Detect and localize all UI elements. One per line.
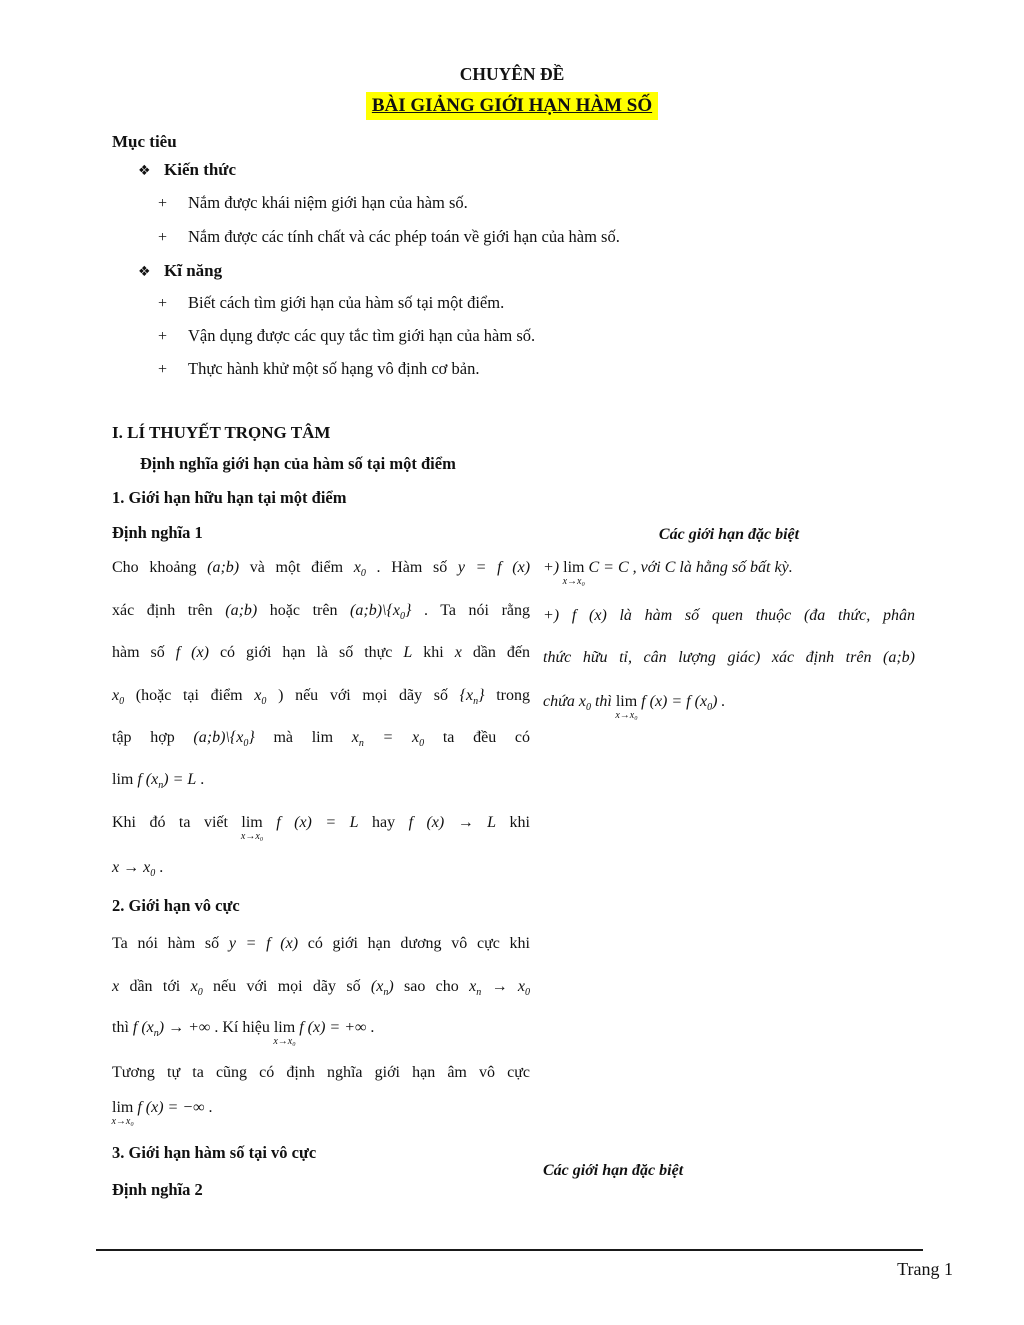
plus-bullet-icon: + bbox=[158, 195, 168, 212]
plus-bullet-icon: + bbox=[158, 328, 168, 345]
footer-rule bbox=[96, 1249, 923, 1251]
objective-item-text: Nắm được khái niệm giới hạn của hàm số. bbox=[188, 193, 468, 212]
plus-bullet-icon: + bbox=[158, 295, 168, 312]
objective-item-text: Nắm được các tính chất và các phép toán về giới hạn của hàm số. bbox=[188, 227, 620, 246]
objective-item bbox=[158, 190, 468, 217]
special-limit-line-3: thức hữu tỉ, cân lượng giác) xác định trên (a;b) bbox=[543, 649, 915, 666]
def1-line-7: Khi đó ta viết lim x→x₀ f (x) = L hay f (x) → L khi bbox=[112, 814, 530, 842]
objective-item-text: Thực hành khử một số hạng vô định cơ bản. bbox=[188, 359, 480, 378]
part1-heading: 1. Giới hạn hữu hạn tại một điểm bbox=[112, 488, 347, 507]
special-limit-line-4: chứa $x_0$ thì lim x→x₀ f (x) = f $(x_0)$ . bbox=[543, 693, 726, 721]
infinite-limit-line-1: Ta nói hàm số y = f (x) có giới hạn dương vô cực khi bbox=[112, 935, 531, 952]
objective-group-label: Kiến thức bbox=[164, 160, 237, 179]
def1-heading: Định nghĩa 1 bbox=[112, 523, 203, 542]
page-number: Trang 1 bbox=[897, 1259, 953, 1279]
diamond-bullet-icon: ❖ bbox=[138, 163, 151, 179]
infinite-limit-line-5: lim x→x₀ f (x) = −∞ . bbox=[111, 1099, 213, 1127]
special-limits-heading-2: Các giới hạn đặc biệt bbox=[543, 1162, 684, 1179]
objective-item bbox=[158, 290, 504, 317]
document-title-row bbox=[0, 92, 1024, 120]
plus-bullet-icon: + bbox=[158, 229, 168, 246]
special-limit-line-1: +) lim x→x₀ C = C , với C là hằng số bất kỳ. bbox=[543, 559, 793, 587]
special-limits-heading: Các giới hạn đặc biệt bbox=[658, 526, 800, 543]
objective-group-label: Kĩ năng bbox=[164, 261, 223, 280]
document-title: BÀI GIẢNG GIỚI HẠN HÀM SỐ bbox=[366, 92, 658, 120]
def2-heading: Định nghĩa 2 bbox=[112, 1180, 203, 1199]
infinite-limit-line-4: Tương tự ta cũng có định nghĩa giới hạn âm vô cực bbox=[112, 1064, 530, 1081]
objectives-heading: Mục tiêu bbox=[112, 132, 177, 151]
plus-bullet-icon: + bbox=[158, 361, 168, 378]
special-limit-line-2: +) f (x) là hàm số quen thuộc (đa thức, phân bbox=[543, 607, 915, 624]
infinite-limit-line-3: thì f $(x_n)$ → +∞ . Kí hiệu lim x→x₀ f (x) = +∞ . bbox=[112, 1019, 375, 1047]
def1-line-8: $x \to x_0$ . bbox=[112, 859, 164, 879]
diamond-bullet-icon: ❖ bbox=[138, 264, 151, 280]
def1-line-2: xác định trên (a;b) hoặc trên $(a;b)\backslash\{x_0\}$ . Ta nói rằng bbox=[112, 602, 531, 622]
def1-line-4: $x_0$ (hoặc tại điểm $x_0$ ) nếu với mọi dãy số $\{x_n\}$ trong bbox=[112, 687, 531, 707]
section-heading-theory: I. LÍ THUYẾT TRỌNG TÂM bbox=[112, 423, 331, 442]
infinite-limit-line-2: x dần tới $x_0$ nếu với mọi dãy số $(x_n)$ sao cho $x_n \to x_0$ bbox=[112, 978, 531, 998]
objective-group-skills bbox=[138, 258, 222, 285]
definition-heading: Định nghĩa giới hạn của hàm số tại một điểm bbox=[140, 454, 456, 473]
def1-line-5: tập hợp $(a;b)\backslash\{x_0\}$ mà $\lim x_n = x_0$ ta đều có bbox=[112, 729, 531, 749]
objective-item bbox=[158, 224, 620, 251]
objective-item-text: Biết cách tìm giới hạn của hàm số tại một điểm. bbox=[188, 293, 505, 312]
def1-line-1: Cho khoảng (a;b) và một điểm $x_0$ . Hàm số y = f (x) bbox=[112, 559, 531, 579]
document-kicker: CHUYÊN ĐỀ bbox=[459, 64, 565, 84]
part2-heading: 2. Giới hạn vô cực bbox=[112, 896, 240, 915]
part3-heading: 3. Giới hạn hàm số tại vô cực bbox=[112, 1143, 317, 1162]
objective-item-text: Vận dụng được các quy tắc tìm giới hạn của hàm số. bbox=[188, 326, 536, 345]
objective-item bbox=[158, 323, 535, 350]
objective-item bbox=[158, 356, 479, 383]
objective-group-knowledge bbox=[138, 157, 236, 184]
def1-line-6: lim f $(x_n) = L$ . bbox=[112, 771, 205, 791]
def1-line-3: hàm số f (x) có giới hạn là số thực L khi x dần đến bbox=[112, 644, 531, 661]
